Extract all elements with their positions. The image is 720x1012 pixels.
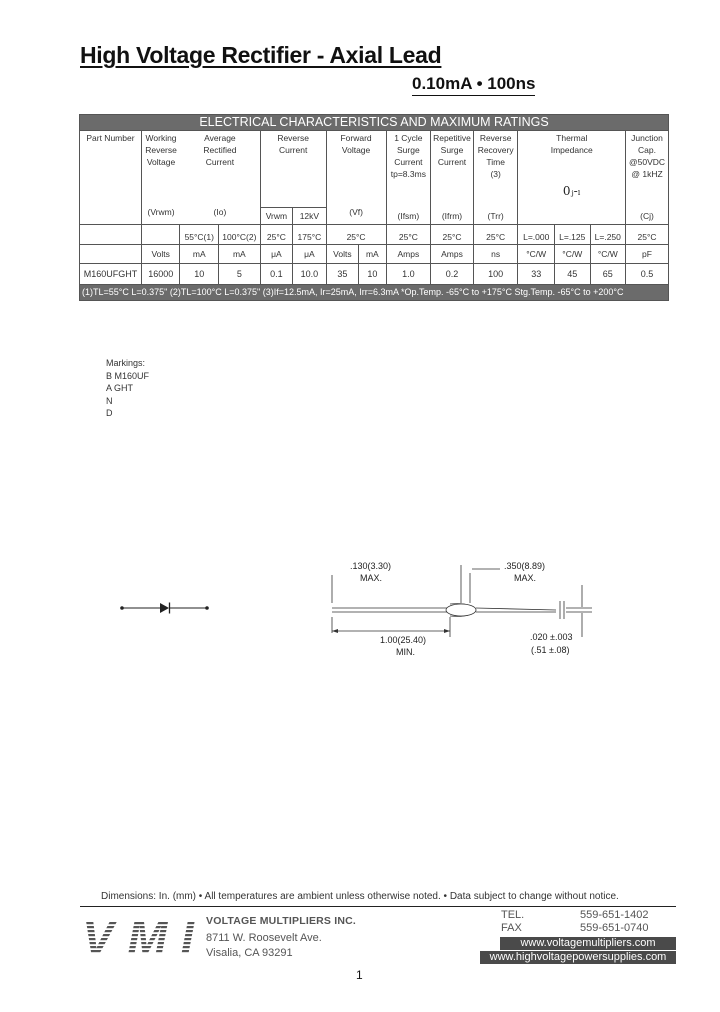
markings-line: N	[106, 395, 113, 406]
cond-cell: 25°C	[431, 225, 474, 245]
fax-label: FAX	[501, 922, 522, 934]
footer-divider	[80, 906, 676, 907]
value-cell: 65	[590, 264, 626, 285]
unit-cell: °C/W	[518, 245, 555, 264]
value-cell: 100	[473, 264, 518, 285]
cond-cell	[80, 225, 142, 245]
sym-io: (Io)	[213, 207, 227, 217]
sym-trr: (Trr)	[473, 208, 518, 225]
value-cell: 35	[326, 264, 358, 285]
unit-cell: μA	[260, 245, 292, 264]
unit-cell: mA	[359, 245, 386, 264]
company-name: VOLTAGE MULTIPLIERS INC.	[206, 915, 357, 927]
value-cell: 1.0	[386, 264, 431, 285]
cond-cell: L=.250	[590, 225, 626, 245]
value-cell: 0.5	[626, 264, 669, 285]
dim-lead-length-min: MIN.	[396, 647, 415, 657]
cond-cell: L=.000	[518, 225, 555, 245]
markings-label: Markings:	[106, 358, 146, 368]
dim-lead-length: 1.00(25.40)	[380, 635, 427, 645]
unit-cell: mA	[219, 245, 261, 264]
col-part-number: Part Number	[80, 131, 142, 225]
outline-drawing	[320, 555, 610, 665]
website-link-2[interactable]: www.highvoltagepowersupplies.com	[480, 951, 676, 964]
address-line: Visalia, CA 93291	[206, 947, 293, 959]
cond-cell: 25°C	[626, 225, 669, 245]
unit-cell	[80, 245, 142, 264]
col-thermal-impedance: Thermal Impedance	[550, 133, 593, 155]
cond-cell: 25°C	[260, 225, 292, 245]
dim-lead-diameter: .020 ±.003	[530, 632, 573, 642]
unit-cell: °C/W	[555, 245, 591, 264]
col-reverse-current: Reverse Current	[260, 131, 326, 208]
tel-label: TEL.	[501, 909, 525, 921]
unit-cell: Volts	[141, 245, 180, 264]
dim-body-length-max: MAX.	[514, 573, 537, 583]
col-thermal-impedance-group	[518, 131, 626, 225]
sym-vf: (Vf)	[349, 207, 363, 217]
table-notes: (1)TL=55°C L=0.375" (2)TL=100°C L=0.375" (3)If=12.5mA, Ir=25mA, Irr=6.3mA *Op.Temp. -65°C to +175°C Stg.Temp. -65°C to +200°C	[80, 285, 669, 301]
address-line: 8711 W. Roosevelt Ave.	[206, 932, 322, 944]
unit-cell: Volts	[326, 245, 358, 264]
sym-cj: (Cj)	[626, 208, 669, 225]
col-repetitive-surge: Repetitive Surge Current	[431, 131, 474, 208]
table-heading: ELECTRICAL CHARACTERISTICS AND MAXIMUM RATINGS	[80, 115, 669, 131]
cond-cell: 25°C	[326, 225, 386, 245]
value-cell: 0.1	[260, 264, 292, 285]
cond-cell: 55°C(1)	[180, 225, 219, 245]
col-average-rectified-current: Average Rectified Current	[203, 133, 237, 167]
value-cell: 10	[359, 264, 386, 285]
value-cell: 33	[518, 264, 555, 285]
col-forward-voltage-group	[326, 131, 386, 225]
logo-text: VMI	[82, 914, 192, 960]
value-cell: 10	[180, 264, 219, 285]
thermal-symbol: 0ⱼ-ₗ	[562, 184, 581, 198]
value-cell: M160UFGHT	[80, 264, 142, 285]
unit-cell: Amps	[386, 245, 431, 264]
fax-number: 559-651-0740	[580, 922, 649, 934]
sym-ifrm: (Ifrm)	[431, 208, 474, 225]
markings-line: B M160UF	[106, 370, 150, 381]
col-junction-cap: Junction Cap. @50VDC @ 1kHZ	[626, 131, 669, 208]
col-reverse-recovery: Reverse Recovery Time (3)	[473, 131, 518, 208]
dim-body-diameter: .130(3.30)	[350, 561, 392, 571]
col-one-cycle-surge: 1 Cycle Surge Current tp=8.3ms	[386, 131, 431, 208]
dim-body-diameter-max: MAX.	[360, 573, 383, 583]
cond-cell: 25°C	[473, 225, 518, 245]
cond-cell: 100°C(2)	[219, 225, 261, 245]
value-cell: 45	[555, 264, 591, 285]
unit-cell: °C/W	[590, 245, 626, 264]
value-cell: 5	[219, 264, 261, 285]
markings-line: A GHT	[106, 383, 134, 393]
dim-body-length: .350(8.89)	[504, 561, 546, 571]
page-title: High Voltage Rectifier - Axial Lead	[80, 42, 442, 68]
value-cell: 10.0	[293, 264, 327, 285]
unit-cell: Amps	[431, 245, 474, 264]
cond-cell: 25°C	[386, 225, 431, 245]
unit-cell: μA	[293, 245, 327, 264]
sym-vrwm-2: Vrwm	[260, 208, 292, 225]
unit-cell: pF	[626, 245, 669, 264]
col-working-reverse-voltage: Working Reverse Voltage	[145, 133, 177, 167]
col-voltage-current-group	[141, 131, 260, 225]
footer-note: Dimensions: In. (mm) • All temperatures are ambient unless otherwise noted. • Data subject to change without notice.	[101, 891, 619, 902]
markings-line: D	[106, 408, 113, 418]
cond-cell: 175°C	[293, 225, 327, 245]
sym-vrwm: (Vrwm)	[147, 207, 175, 217]
spec-table	[79, 114, 669, 301]
vmi-logo-icon	[80, 914, 196, 960]
sym-12kv: 12kV	[293, 208, 327, 225]
value-cell: 0.2	[431, 264, 474, 285]
dim-lead-diameter-mm: (.51 ±.08)	[531, 645, 570, 655]
unit-cell: mA	[180, 245, 219, 264]
page-subtitle: 0.10mA • 100ns	[412, 74, 535, 96]
cond-cell	[141, 225, 180, 245]
page-number: 1	[356, 968, 363, 982]
cond-cell: L=.125	[555, 225, 591, 245]
value-cell: 16000	[141, 264, 180, 285]
tel-number: 559-651-1402	[580, 909, 649, 921]
markings	[106, 357, 149, 420]
col-forward-voltage: Forward Voltage	[340, 133, 372, 155]
website-link[interactable]: www.voltagemultipliers.com	[500, 937, 676, 950]
sym-ifsm: (Ifsm)	[386, 208, 431, 225]
diode-symbol-icon	[118, 598, 212, 618]
unit-cell: ns	[473, 245, 518, 264]
